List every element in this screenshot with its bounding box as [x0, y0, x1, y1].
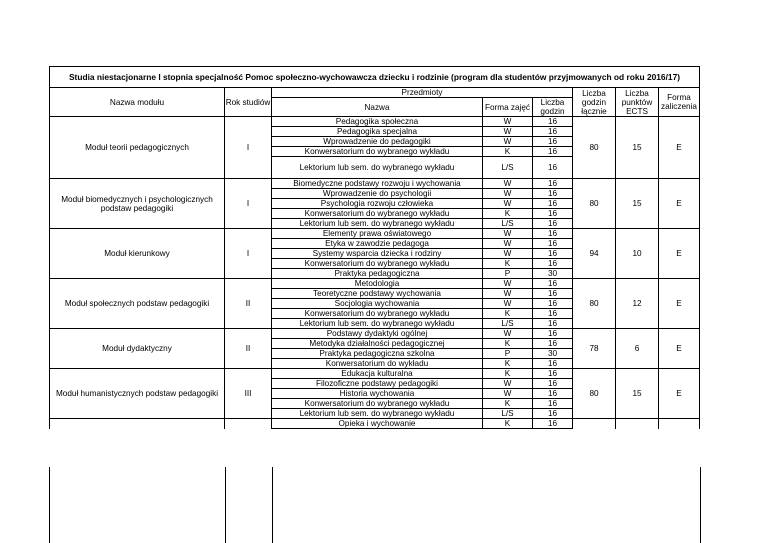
subject-hours: 16: [533, 339, 573, 349]
subject-name: Biomedyczne podstawy rozwoju i wychowania: [272, 179, 483, 189]
module-name: Moduł teorii pedagogicznych: [50, 117, 225, 179]
header-year: Rok studiów: [225, 88, 272, 117]
subject-name: Etyka w zawodzie pedagoga: [272, 239, 483, 249]
subject-name: Historia wychowania: [272, 389, 483, 399]
subject-name: Pedagogika społeczna: [272, 117, 483, 127]
module-ects: 6: [616, 329, 659, 369]
module-year: I: [225, 117, 272, 179]
subject-name: Praktyka pedagogiczna szkolna: [272, 349, 483, 359]
subject-hours: 16: [533, 219, 573, 229]
header-total-hours: Liczba godzin łącznie: [573, 88, 616, 117]
subject-hours: 16: [533, 409, 573, 419]
subject-hours: 16: [533, 239, 573, 249]
module-credit-empty: [659, 419, 700, 429]
subject-hours: 16: [533, 309, 573, 319]
module-credit-form: E: [659, 279, 700, 329]
module-credit-form: E: [659, 117, 700, 179]
table-row: [50, 229, 700, 239]
subject-hours: 16: [533, 329, 573, 339]
subject-form: W: [483, 199, 533, 209]
table-continuation: [49, 467, 701, 543]
subject-form: W: [483, 137, 533, 147]
subject-name: Metodologia: [272, 279, 483, 289]
subject-form: P: [483, 269, 533, 279]
table-title: Studia niestacjonarne I stopnia specjalność Pomoc społeczno-wychowawcza dziecku i rodzinie (program dla studentów przyjmowanych od roku 2016/17): [50, 67, 700, 88]
subject-form: L/S: [483, 319, 533, 329]
subject-form: L/S: [483, 409, 533, 419]
subject-form: K: [483, 209, 533, 219]
subject-form: W: [483, 389, 533, 399]
subject-name: Systemy wsparcia dziecka i rodziny: [272, 249, 483, 259]
subject-form: P: [483, 349, 533, 359]
subject-form: K: [483, 359, 533, 369]
subject-form: W: [483, 127, 533, 137]
subject-form: W: [483, 117, 533, 127]
module-ects: 15: [616, 179, 659, 229]
subject-form: W: [483, 379, 533, 389]
subject-form: K: [483, 369, 533, 379]
subject-name: Konwersatorium do wybranego wykładu: [272, 399, 483, 409]
module-total-hours: 78: [573, 329, 616, 369]
subject-hours: 16: [533, 199, 573, 209]
module-year: II: [225, 279, 272, 329]
subject-form: L/S: [483, 157, 533, 179]
subject-name: Lektorium lub sem. do wybranego wykładu: [272, 409, 483, 419]
subject-hours: 16: [533, 147, 573, 157]
subject-hours: 30: [533, 349, 573, 359]
subject-form: W: [483, 229, 533, 239]
subject-hours: 16: [533, 389, 573, 399]
subject-hours: 16: [533, 399, 573, 409]
subject-hours: 16: [533, 359, 573, 369]
module-credit-form: E: [659, 229, 700, 279]
subject-form: L/S: [483, 219, 533, 229]
module-total-hours: 80: [573, 369, 616, 419]
subject-form: K: [483, 309, 533, 319]
subject-name: Konwersatorium do wybranego wykładu: [272, 147, 483, 157]
subject-hours: 16: [533, 157, 573, 179]
header-credit-form: Forma zaliczenia: [659, 88, 700, 117]
module-year-empty: [225, 419, 272, 429]
subject-name: Konwersatorium do wybranego wykładu: [272, 309, 483, 319]
subject-hours: 16: [533, 249, 573, 259]
module-total-hours: 80: [573, 279, 616, 329]
subject-form: W: [483, 329, 533, 339]
subject-name: Konwersatorium do wykładu: [272, 359, 483, 369]
subject-form: W: [483, 279, 533, 289]
subject-form: W: [483, 299, 533, 309]
subject-hours: 16: [533, 299, 573, 309]
table-row: [50, 369, 700, 379]
subject-form: W: [483, 189, 533, 199]
table-row: [50, 419, 700, 429]
subject-hours: 16: [533, 369, 573, 379]
subject-hours: 16: [533, 379, 573, 389]
module-name-empty: [50, 419, 225, 429]
subject-hours: 16: [533, 229, 573, 239]
module-credit-form: E: [659, 369, 700, 419]
subject-name: Elementy prawa oświatowego: [272, 229, 483, 239]
subject-form: W: [483, 249, 533, 259]
program-sheet: [49, 66, 700, 429]
subject-name: Socjologia wychowania: [272, 299, 483, 309]
subject-hours: 16: [533, 319, 573, 329]
subject-name: Lektorium lub sem. do wybranego wykładu: [272, 219, 483, 229]
module-total-empty: [573, 419, 616, 429]
subject-form: K: [483, 419, 533, 429]
subject-hours: 16: [533, 279, 573, 289]
module-name: Moduł humanistycznych podstaw pedagogiki: [50, 369, 225, 419]
module-year: I: [225, 229, 272, 279]
subject-hours: 16: [533, 117, 573, 127]
module-ects: 12: [616, 279, 659, 329]
subject-name: Metodyka działalności pedagogicznej: [272, 339, 483, 349]
program-table: [49, 66, 700, 429]
table-row: [50, 117, 700, 127]
subject-name: Pedagogika specjalna: [272, 127, 483, 137]
subject-hours: 30: [533, 269, 573, 279]
header-subject-name: Nazwa: [272, 98, 483, 117]
module-total-hours: 80: [573, 117, 616, 179]
subject-form: W: [483, 239, 533, 249]
subject-hours: 16: [533, 209, 573, 219]
header-hours: Liczba godzin: [533, 98, 573, 117]
module-year: I: [225, 179, 272, 229]
subject-name: Opieka i wychowanie: [272, 419, 483, 429]
subject-name: Wprowadzenie do psychologii: [272, 189, 483, 199]
header-module: Nazwa modułu: [50, 88, 225, 117]
header-ects: Liczba punktów ECTS: [616, 88, 659, 117]
module-year: II: [225, 329, 272, 369]
module-ects: 15: [616, 117, 659, 179]
module-name: Moduł społecznych podstaw pedagogiki: [50, 279, 225, 329]
module-name: Moduł dydaktyczny: [50, 329, 225, 369]
table-row: [50, 179, 700, 189]
subject-hours: 16: [533, 259, 573, 269]
subject-form: K: [483, 399, 533, 409]
subject-name: Konwersatorium do wybranego wykładu: [272, 209, 483, 219]
subject-hours: 16: [533, 419, 573, 429]
subject-form: K: [483, 339, 533, 349]
subject-hours: 16: [533, 127, 573, 137]
subject-name: Konwersatorium do wybranego wykładu: [272, 259, 483, 269]
module-ects-empty: [616, 419, 659, 429]
module-credit-form: E: [659, 329, 700, 369]
subject-form: W: [483, 179, 533, 189]
module-name: Moduł biomedycznych i psychologicznych podstaw pedagogiki: [50, 179, 225, 229]
subject-form: W: [483, 289, 533, 299]
header-subjects: Przedmioty: [272, 88, 573, 98]
subject-hours: 16: [533, 179, 573, 189]
subject-name: Wprowadzenie do pedagogiki: [272, 137, 483, 147]
subject-name: Filozoficzne podstawy pedagogiki: [272, 379, 483, 389]
subject-name: Praktyka pedagogiczna: [272, 269, 483, 279]
subject-hours: 16: [533, 189, 573, 199]
module-year: III: [225, 369, 272, 419]
subject-form: K: [483, 259, 533, 269]
subject-form: K: [483, 147, 533, 157]
subject-name: Psychologia rozwoju człowieka: [272, 199, 483, 209]
subject-name: Podstawy dydaktyki ogólnej: [272, 329, 483, 339]
module-total-hours: 94: [573, 229, 616, 279]
subject-name: Teoretyczne podstawy wychowania: [272, 289, 483, 299]
table-row: [50, 329, 700, 339]
header-form: Forma zajęć: [483, 98, 533, 117]
module-ects: 15: [616, 369, 659, 419]
module-ects: 10: [616, 229, 659, 279]
subject-hours: 16: [533, 137, 573, 147]
module-credit-form: E: [659, 179, 700, 229]
table-row: [50, 279, 700, 289]
subject-hours: 16: [533, 289, 573, 299]
module-name: Moduł kierunkowy: [50, 229, 225, 279]
subject-name: Edukacja kulturalna: [272, 369, 483, 379]
subject-name: Lektorium lub sem. do wybranego wykładu: [272, 157, 483, 179]
module-total-hours: 80: [573, 179, 616, 229]
subject-name: Lektorium lub sem. do wybranego wykładu: [272, 319, 483, 329]
